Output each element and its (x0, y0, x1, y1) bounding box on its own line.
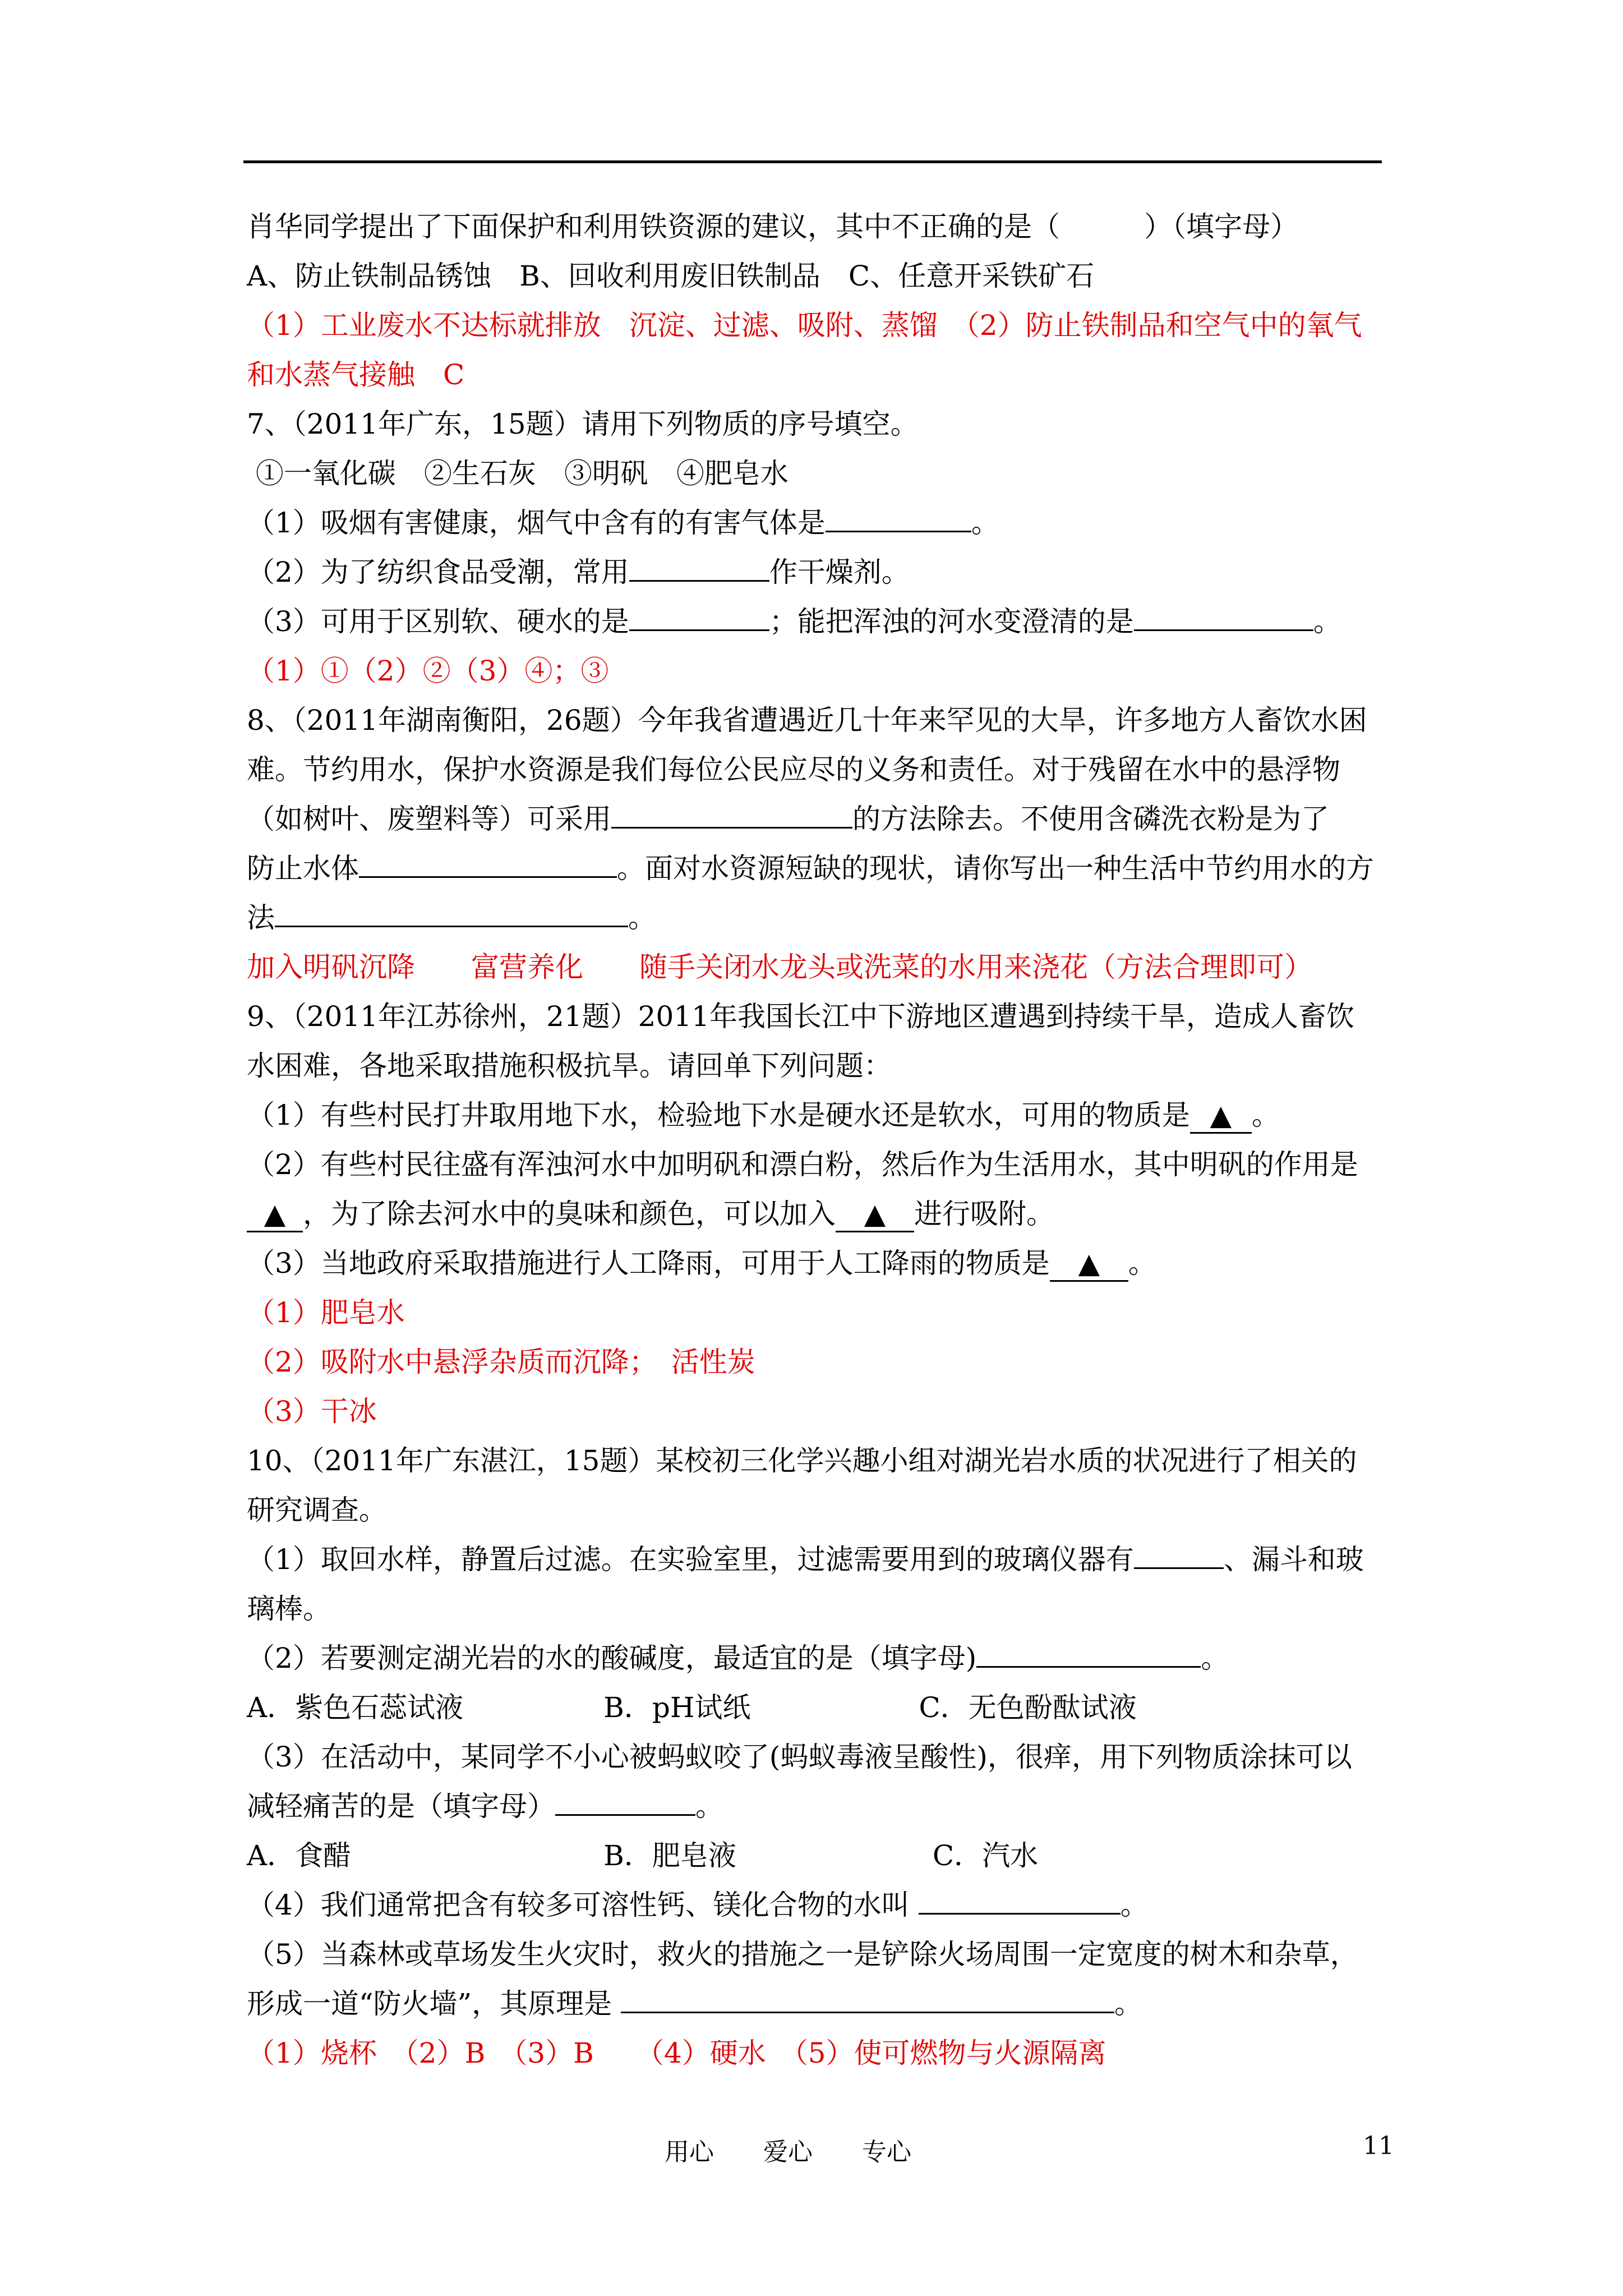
question-7-part1 (247, 498, 1402, 547)
text: 。 (695, 1790, 723, 1823)
answer-blank[interactable] (629, 550, 769, 582)
text: 。 (1114, 1987, 1143, 2020)
question-7-part3 (247, 597, 1402, 646)
text: 防止水体 (247, 852, 359, 885)
question-8-line3 (247, 794, 1402, 844)
text: 。 (971, 507, 999, 539)
text: （1）吸烟有害健康，烟气中含有的有害气体是 (247, 507, 826, 539)
page-footer (0, 2132, 1623, 2165)
triangle-blank[interactable]: ▲ (247, 1197, 303, 1232)
text: 。 (1251, 1099, 1280, 1131)
answer-blank[interactable] (611, 797, 852, 829)
answer-6-line1: （1）工业废水不达标就排放 沉淀、过滤、吸附、蒸馏 （2）防止铁制品和空气中的氧气 (247, 309, 1362, 342)
question-10-part1-cont: 璃棒。 (247, 1593, 331, 1625)
text: （2）为了纺织食品受潮，常用 (247, 556, 629, 588)
text: 。 (1120, 1889, 1149, 1921)
text: 进行吸附。 (914, 1198, 1054, 1230)
answer-8: 加入明矾沉降 富营养化 随手关闭水龙头或洗菜的水用来浇花（方法合理即可） (247, 951, 1312, 983)
question-10-part3-options: A．食醋 B．肥皂液 C．汽水 (247, 1839, 1039, 1872)
answer-blank[interactable] (555, 1784, 695, 1816)
answer-9-part1: （1）肥皂水 (247, 1296, 405, 1329)
header-rule (243, 160, 1382, 163)
text: 。 (628, 901, 656, 934)
text: （3）当地政府采取措施进行人工降雨，可用于人工降雨的物质是 (247, 1247, 1050, 1280)
text: 。 (1201, 1642, 1229, 1674)
text: （1）取回水样，静置后过滤。在实验室里，过滤需要用到的玻璃仪器有 (247, 1543, 1134, 1576)
answer-blank[interactable] (359, 846, 617, 878)
answer-blank[interactable] (275, 895, 628, 927)
question-10-part2-options: A．紫色石蕊试液 B．pH试纸 C．无色酚酞试液 (247, 1691, 1137, 1724)
question-9-part2a: （2）有些村民往盛有浑浊河水中加明矾和漂白粉，然后作为生活用水，其中明矾的作用是 (247, 1148, 1358, 1181)
question-10-part5-cont (247, 1979, 1402, 2028)
text: ，为了除去河水中的臭味和颜色，可以加入 (303, 1198, 836, 1230)
answer-10: （1）烧杯 （2）B （3）B （4）硬水 （5）使可燃物与火源隔离 (247, 2037, 1106, 2069)
question-10-line2: 研究调查。 (247, 1494, 387, 1526)
question-9-part1 (247, 1091, 1402, 1140)
question-9-part3 (247, 1239, 1402, 1288)
text: 。 (1128, 1247, 1156, 1280)
triangle-blank[interactable]: ▲ (836, 1197, 914, 1232)
question-10-part4 (247, 1880, 1402, 1930)
question-8-line2: 难。节约用水，保护水资源是我们每位公民应尽的义务和责任。对于残留在水中的悬浮物 (247, 753, 1340, 786)
answer-blank[interactable] (621, 1981, 1114, 2013)
page-content (247, 202, 1402, 2078)
question-10-part2 (247, 1634, 1402, 1683)
q6-tail-line: 肖华同学提出了下面保护和利用铁资源的建议，其中不正确的是（ ）（填字母） (247, 210, 1298, 243)
text: （1）有些村民打井取用地下水，检验地下水是硬水还是软水，可用的物质是 (247, 1099, 1190, 1131)
answer-blank[interactable] (976, 1636, 1201, 1668)
question-9-part2b (247, 1189, 1402, 1239)
text: 的方法除去。不使用含磷洗衣粉是为了 (852, 803, 1329, 835)
answer-blank[interactable] (919, 1883, 1121, 1915)
text: 、漏斗和玻 (1223, 1543, 1364, 1576)
text: 作干燥剂。 (769, 556, 910, 588)
question-7-options: ①一氧化碳 ②生石灰 ③明矾 ④肥皂水 (247, 457, 789, 490)
question-8-line5 (247, 893, 1402, 942)
triangle-blank[interactable]: ▲ (1190, 1098, 1252, 1134)
question-10-part5: （5）当森林或草场发生火灾时，救火的措施之一是铲除火场周围一定宽度的树木和杂草， (247, 1938, 1358, 1971)
answer-7: （1）①（2）②（3）④；③ (247, 655, 609, 687)
text: 减轻痛苦的是（填字母） (247, 1790, 555, 1823)
question-9-line1: 9、（2011年江苏徐州，21题）2011年我国长江中下游地区遭遇到持续干旱，造成人畜饮 (247, 1000, 1354, 1033)
question-10-part3-cont (247, 1782, 1402, 1831)
text: （4）我们通常把含有较多可溶性钙、镁化合物的水叫 (247, 1889, 919, 1921)
text: 形成一道“防火墙”，其原理是 (247, 1987, 621, 2020)
question-8-line1: 8、（2011年湖南衡阳，26题）今年我省遭遇近几十年来罕见的大旱，许多地方人畜饮水困 (247, 704, 1367, 737)
question-8-line4 (247, 844, 1402, 893)
text: （2）若要测定湖光岩的水的酸碱度，最适宜的是（填字母) (247, 1642, 977, 1674)
answer-blank[interactable] (629, 599, 769, 631)
page-number: 11 (1363, 2132, 1394, 2160)
text: （如树叶、废塑料等）可采用 (247, 803, 611, 835)
question-10-part1 (247, 1535, 1402, 1584)
answer-blank[interactable] (826, 500, 971, 532)
text: （3）可用于区别软、硬水的是 (247, 605, 629, 638)
text: 法 (247, 901, 275, 934)
question-7-title: 7、（2011年广东，15题）请用下列物质的序号填空。 (247, 408, 919, 440)
q6-options: A、防止铁制品锈蚀 B、回收利用废旧铁制品 C、任意开采铁矿石 (247, 260, 1095, 292)
text: 。 (1313, 605, 1341, 638)
text: 。面对水资源短缺的现状，请你写出一种生活中节约用水的方 (617, 852, 1374, 885)
triangle-blank[interactable]: ▲ (1050, 1246, 1128, 1282)
question-10-part3: （3）在活动中，某同学不小心被蚂蚁咬了(蚂蚁毒液呈酸性)，很痒，用下列物质涂抹可以 (247, 1741, 1352, 1773)
question-7-part2 (247, 547, 1402, 597)
answer-9-part2: （2）吸附水中悬浮杂质而沉降； 活性炭 (247, 1346, 755, 1378)
text: ；能把浑浊的河水变澄清的是 (769, 605, 1134, 638)
question-10-line1: 10、（2011年广东湛江，15题）某校初三化学兴趣小组对湖光岩水质的状况进行了相关的 (247, 1444, 1357, 1477)
answer-6-line2: 和水蒸气接触 C (247, 358, 465, 391)
answer-blank[interactable] (1134, 1537, 1224, 1569)
question-9-line2: 水困难，各地采取措施积极抗旱。请回单下列问题： (247, 1050, 892, 1082)
answer-blank[interactable] (1134, 599, 1313, 631)
answer-9-part3: （3）干冰 (247, 1395, 377, 1428)
footer-motto: 用心 爱心 专心 (665, 2138, 911, 2166)
